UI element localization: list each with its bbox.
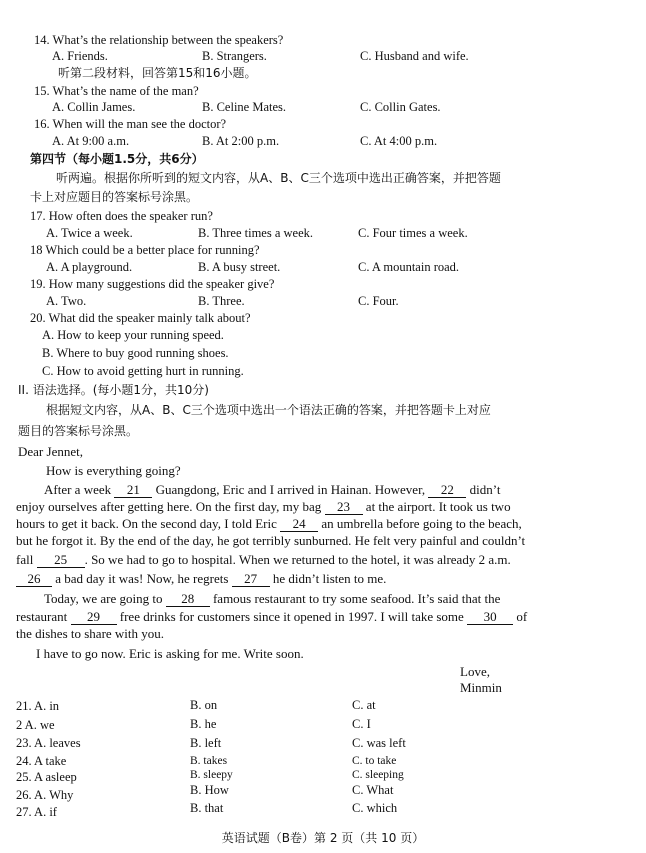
option-21-c: C. at <box>352 698 376 712</box>
option-26-b: B. How <box>190 783 229 797</box>
q19-stem: 19. How many suggestions did the speaker give? <box>30 277 275 291</box>
option-24-b: B. takes <box>190 755 228 767</box>
q19-option-b: B. Three. <box>198 294 245 308</box>
q18-option-c: C. A mountain road. <box>358 260 460 274</box>
option-22-b: B. he <box>190 717 217 731</box>
letter-p2-line3: the dishes to share with you. <box>16 626 165 641</box>
blank-21: 21 <box>114 483 152 498</box>
grammar-title: II. 语法选择。(每小题1分，共10分) <box>18 383 209 397</box>
section4-direction-line2: 卡上对应题目的答案标号涂黑。 <box>30 190 199 204</box>
option-23-c: C. was left <box>352 736 406 750</box>
letter-p2-line1: Today, we are going to 28 famous restaurant to try some seafood. It’s said that the <box>44 591 501 606</box>
option-23-b: B. left <box>190 736 222 750</box>
page-footer: 英语试题（B卷）第 2 页（共 10 页） <box>221 831 425 845</box>
option-21-a: 21. A. in <box>16 699 60 713</box>
option-24-a: 24. A take <box>16 754 67 768</box>
letter-p2-line2: restaurant 29 free drinks for customers since it opened in 1997. I will take some 30 of <box>16 609 528 624</box>
q15-option-b: B. Celine Mates. <box>202 100 287 114</box>
option-21-b: B. on <box>190 698 218 712</box>
section2-direction: 听第二段材料，回答第15和16小题。 <box>58 66 257 80</box>
q18-option-a: A. A playground. <box>46 260 133 274</box>
option-25-c: C. sleeping <box>352 769 404 781</box>
option-27-c: C. which <box>352 801 398 815</box>
q20-option-c: C. How to avoid getting hurt in running. <box>42 364 244 378</box>
q16-option-b: B. At 2:00 p.m. <box>202 134 280 148</box>
q20-option-a: A. How to keep your running speed. <box>42 328 224 342</box>
option-26-a: 26. A. Why <box>16 788 74 802</box>
grammar-direction-line1: 根据短文内容，从A、B、C三个选项中选出一个语法正确的答案，并把答题卡上对应 <box>46 403 491 417</box>
letter-greeting: How is everything going? <box>46 463 181 478</box>
letter-p1-line2: enjoy ourselves after getting here. On the first day, my bag 23 at the airport. It took us two <box>16 499 511 514</box>
q17-stem: 17. How often does the speaker run? <box>30 209 213 223</box>
q17-option-c: C. Four times a week. <box>358 226 468 240</box>
blank-23: 23 <box>325 500 363 515</box>
q19-option-a: A. Two. <box>46 294 87 308</box>
q14-option-c: C. Husband and wife. <box>360 49 469 63</box>
blank-22: 22 <box>428 483 466 498</box>
option-24-c: C. to take <box>352 755 397 767</box>
blank-26: 26 <box>16 572 52 587</box>
option-25-b: B. sleepy <box>190 769 233 781</box>
q15-option-a: A. Collin James. <box>52 100 136 114</box>
q14-option-a: A. Friends. <box>52 49 108 63</box>
q15-stem: 15. What’s the name of the man? <box>34 84 199 98</box>
blank-28: 28 <box>166 592 210 607</box>
letter-p1-line3: hours to get it back. On the second day, I told Eric 24 an umbrella before going to the beach, <box>16 516 522 531</box>
q18-option-b: B. A busy street. <box>198 260 281 274</box>
grammar-direction-line2: 题目的答案标号涂黑。 <box>18 424 139 438</box>
letter-p1-line5: fall 25 . So we had to go to hospital. When we returned to the hotel, it was already 2 a.m. <box>16 552 511 567</box>
blank-25: 25 <box>37 553 85 568</box>
blank-24: 24 <box>280 517 318 532</box>
option-25-a: 25. A asleep <box>16 770 77 784</box>
option-27-a: 27. A. if <box>16 805 57 819</box>
letter-salutation: Dear Jennet, <box>18 444 83 459</box>
letter-p1-line6: 26 a bad day it was! Now, he regrets 27 he didn’t listen to me. <box>16 571 386 587</box>
option-23-a: 23. A. leaves <box>16 736 81 750</box>
q17-option-b: B. Three times a week. <box>198 226 314 240</box>
letter-p1-line1: After a week 21 Guangdong, Eric and I arrived in Hainan. However, 22 didn’t <box>44 482 501 497</box>
blank-27: 27 <box>232 572 270 587</box>
option-22-a: 2 A. we <box>16 718 55 732</box>
q15-option-c: C. Collin Gates. <box>360 100 441 114</box>
q16-stem: 16. When will the man see the doctor? <box>34 117 227 131</box>
q17-option-a: A. Twice a week. <box>46 226 133 240</box>
q14-stem: 14. What’s the relationship between the speakers? <box>34 33 284 47</box>
blank-30: 30 <box>467 610 513 625</box>
q14-option-b: B. Strangers. <box>202 49 267 63</box>
letter-closing: Love, <box>460 664 490 679</box>
q20-option-b: B. Where to buy good running shoes. <box>42 346 229 360</box>
option-22-c: C. I <box>352 717 371 731</box>
q16-option-a: A. At 9:00 a.m. <box>52 134 130 148</box>
blank-29: 29 <box>71 610 117 625</box>
letter-signature: Minmin <box>460 680 502 695</box>
option-26-c: C. What <box>352 783 394 797</box>
letter-p3: I have to go now. Eric is asking for me. Write soon. <box>36 646 304 661</box>
option-27-b: B. that <box>190 801 224 815</box>
q18-stem: 18 Which could be a better place for running? <box>30 243 260 257</box>
section4-title: 第四节（每小题1.5分，共6分） <box>30 152 204 166</box>
q16-option-c: C. At 4:00 p.m. <box>360 134 438 148</box>
letter-p1-line4: but he forgot it. By the end of the day, he got terribly sunburned. He felt very painful and couldn’t <box>16 533 526 548</box>
section4-direction-line1: 听两遍。根据你所听到的短文内容，从A、B、C三个选项中选出正确答案，并把答题 <box>56 171 501 185</box>
q20-stem: 20. What did the speaker mainly talk about? <box>30 311 251 325</box>
q19-option-c: C. Four. <box>358 294 399 308</box>
